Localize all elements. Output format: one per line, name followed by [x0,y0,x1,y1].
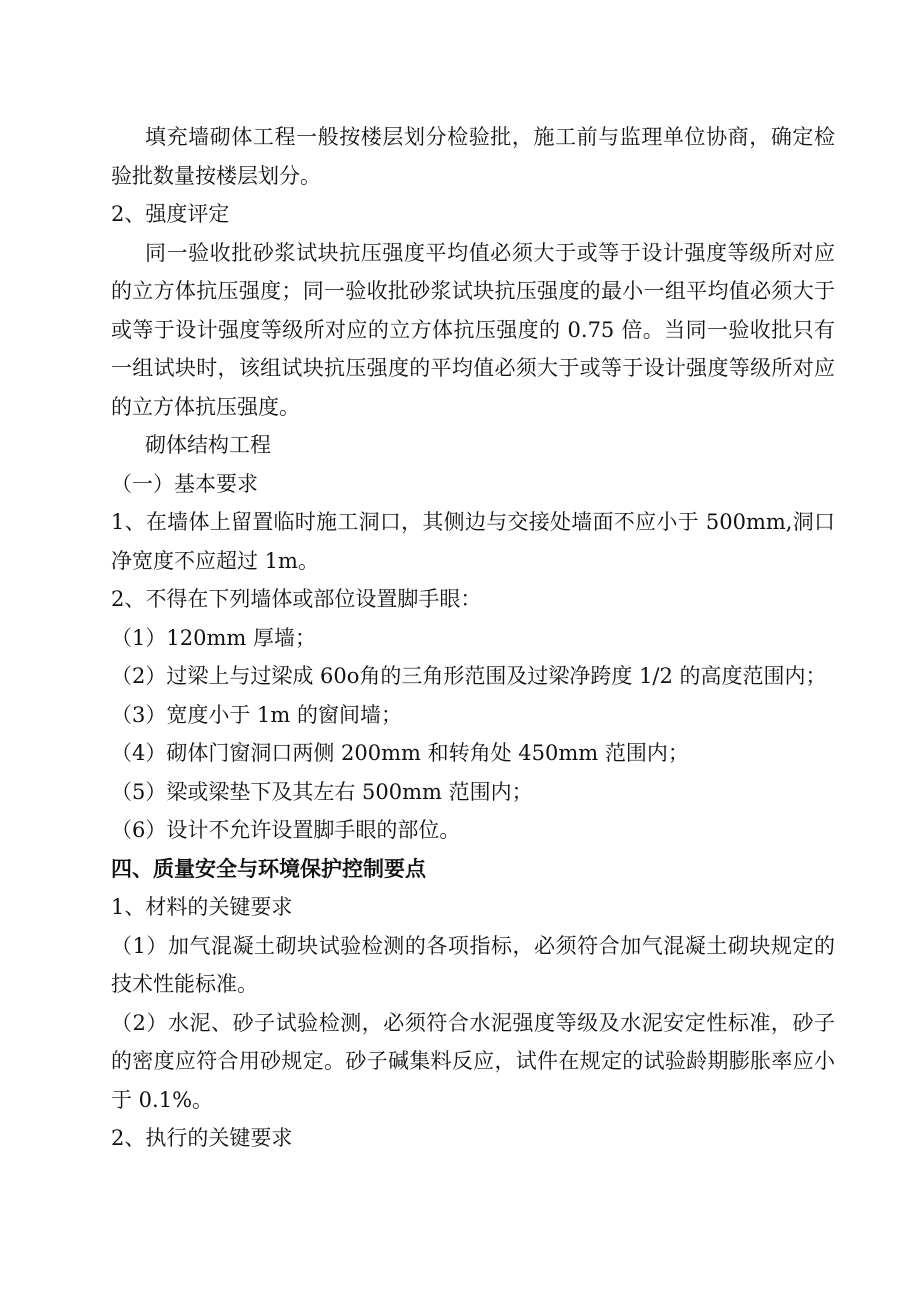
heading-material-requirements: 1、材料的关键要求 [111,895,293,919]
document-body [111,118,835,1158]
list-item-2: （2）过梁上与过梁成 60ο角的三角形范围及过梁净跨度 1/2 的高度范围内； [111,664,827,688]
list-item-1: （1）120mm 厚墙； [111,625,316,650]
list-item-3: （3）宽度小于 1m 的窗间墙； [111,702,402,727]
heading-masonry-structure: 砌体结构工程 [145,433,271,457]
paragraph-temporary-opening: 1、在墙体上留置临时施工洞口，其侧边与交接处墙面不应小于 500mm,洞口净宽度不应超过 1m。 [111,510,835,573]
section-heading-quality-safety: 四、质量安全与环境保护控制要点 [111,855,426,881]
list-item-5: （5）梁或梁垫下及其左右 500mm 范围内； [111,779,533,804]
heading-execution-requirements: 2、执行的关键要求 [111,1126,293,1150]
heading-basic-requirements: （一）基本要求 [111,471,258,496]
paragraph-inspection-batch: 填充墙砌体工程一般按楼层划分检验批，施工前与监理单位协商，确定检验批数量按楼层划分。 [111,125,835,188]
paragraph-aerated-block: （1）加气混凝土砌块试验检测的各项指标，必须符合加气混凝土砌块规定的技术性能标准。 [111,933,835,996]
paragraph-scaffold-hole-intro: 2、不得在下列墙体或部位设置脚手眼： [111,587,482,611]
paragraph-cement-sand: （2）水泥、砂子试验检测，必须符合水泥强度等级及水泥安定性标准，砂子的密度应符合用砂规定。砂子碱集料反应，试件在规定的试验龄期膨胀率应小于 0.1%。 [111,1010,835,1112]
paragraph-mortar-strength: 同一验收批砂浆试块抗压强度平均值必须大于或等于设计强度等级所对应的立方体抗压强度；同一验收批砂浆试块抗压强度的最小一组平均值必须大于或等于设计强度等级所对应的立方体抗压强度的 0.75 倍。当同一验收批只有一组试块时，该组试块抗压强度的平均值必须大于或等于设计强度等级所对应的立方体抗压强度。 [111,240,835,419]
list-item-6: （6）设计不允许设置脚手眼的部位。 [111,818,461,842]
heading-strength-evaluation: 2、强度评定 [111,202,230,226]
list-item-4: （4）砌体门窗洞口两侧 200mm 和转角处 450mm 范围内； [111,741,689,765]
